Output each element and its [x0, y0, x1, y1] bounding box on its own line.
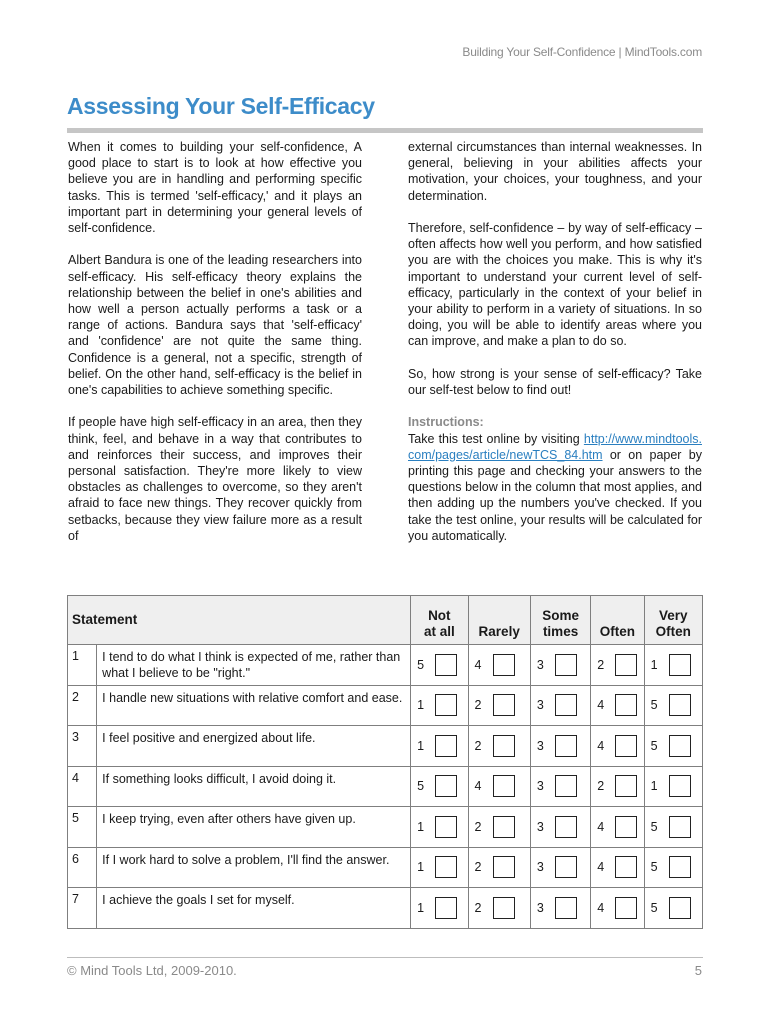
- score-value: 1: [650, 779, 658, 794]
- statement-number: 7: [68, 888, 97, 929]
- table-row: [68, 847, 703, 888]
- table-row: [68, 726, 703, 767]
- answer-cell: [468, 847, 530, 888]
- score-value: 2: [474, 698, 482, 713]
- answer-checkbox[interactable]: [493, 897, 515, 919]
- score-value: 1: [417, 819, 425, 834]
- answer-checkbox[interactable]: [669, 735, 691, 757]
- footer-divider: [67, 957, 703, 958]
- answer-cell: [591, 888, 644, 929]
- table-row: [68, 807, 703, 848]
- score-value: 3: [536, 657, 544, 672]
- score-value: 2: [474, 819, 482, 834]
- answer-checkbox[interactable]: [555, 654, 577, 676]
- answer-checkbox[interactable]: [669, 654, 691, 676]
- answer-checkbox[interactable]: [669, 775, 691, 797]
- answer-checkbox[interactable]: [615, 735, 637, 757]
- answer-checkbox[interactable]: [555, 694, 577, 716]
- table-row: [68, 888, 703, 929]
- left-column: [68, 139, 362, 560]
- score-value: 5: [417, 657, 425, 672]
- statement-number: 6: [68, 847, 97, 888]
- answer-checkbox[interactable]: [493, 816, 515, 838]
- statement-number: 5: [68, 807, 97, 848]
- answer-cell: [591, 847, 644, 888]
- paragraph: So, how strong is your sense of self-efficacy? Take our self-test below to find out!: [408, 366, 702, 398]
- answer-cell: [644, 807, 702, 848]
- score-value: 3: [536, 900, 544, 915]
- score-value: 4: [597, 819, 605, 834]
- answer-cell: [468, 766, 530, 807]
- score-value: 4: [597, 900, 605, 915]
- header-very-often: Very Often: [644, 596, 702, 645]
- answer-checkbox[interactable]: [435, 735, 457, 757]
- score-value: 5: [417, 779, 425, 794]
- page-header: Building Your Self-Confidence | MindTools.com: [462, 45, 702, 59]
- answer-cell: [468, 685, 530, 726]
- answer-checkbox[interactable]: [493, 856, 515, 878]
- answer-cell: [591, 685, 644, 726]
- answer-cell: [411, 726, 468, 767]
- score-value: 2: [474, 738, 482, 753]
- answer-checkbox[interactable]: [493, 694, 515, 716]
- answer-cell: [468, 807, 530, 848]
- answer-checkbox[interactable]: [555, 816, 577, 838]
- statement-text: I achieve the goals I set for myself.: [97, 888, 411, 929]
- paragraph: external circumstances than internal weaknesses. In general, believing in your abilities affects your motivation, your choices, your toughness, and your determination.: [408, 140, 702, 203]
- answer-checkbox[interactable]: [435, 816, 457, 838]
- answer-checkbox[interactable]: [669, 856, 691, 878]
- score-value: 4: [597, 860, 605, 875]
- statement-text: I handle new situations with relative comfort and ease.: [97, 685, 411, 726]
- answer-cell: [644, 685, 702, 726]
- answer-cell: [530, 847, 590, 888]
- table-row: [68, 645, 703, 686]
- answer-checkbox[interactable]: [669, 897, 691, 919]
- answer-cell: [591, 645, 644, 686]
- score-value: 1: [417, 900, 425, 915]
- score-value: 1: [417, 860, 425, 875]
- header-sometimes: Some times: [530, 596, 590, 645]
- score-value: 2: [597, 779, 605, 794]
- answer-cell: [411, 807, 468, 848]
- answer-cell: [468, 888, 530, 929]
- score-value: 5: [650, 819, 658, 834]
- answer-cell: [530, 766, 590, 807]
- statement-number: 2: [68, 685, 97, 726]
- answer-checkbox[interactable]: [493, 735, 515, 757]
- instructions-text: Take this test online by visiting: [408, 431, 584, 446]
- answer-cell: [644, 726, 702, 767]
- statement-number: 1: [68, 645, 97, 686]
- answer-checkbox[interactable]: [615, 816, 637, 838]
- answer-cell: [591, 766, 644, 807]
- score-value: 1: [417, 738, 425, 753]
- answer-cell: [530, 685, 590, 726]
- answer-cell: [411, 847, 468, 888]
- answer-cell: [411, 888, 468, 929]
- answer-cell: [468, 726, 530, 767]
- table-row: [68, 685, 703, 726]
- score-value: 4: [597, 738, 605, 753]
- answer-checkbox[interactable]: [435, 694, 457, 716]
- score-value: 5: [650, 698, 658, 713]
- right-column: [408, 139, 702, 560]
- header-rarely: Rarely: [468, 596, 530, 645]
- answer-checkbox[interactable]: [615, 775, 637, 797]
- answer-cell: [411, 685, 468, 726]
- score-value: 4: [474, 657, 482, 672]
- self-efficacy-table: [67, 595, 703, 929]
- answer-cell: [591, 726, 644, 767]
- copyright: © Mind Tools Ltd, 2009-2010.: [67, 963, 237, 978]
- answer-cell: [530, 645, 590, 686]
- answer-checkbox[interactable]: [435, 775, 457, 797]
- answer-cell: [644, 645, 702, 686]
- answer-checkbox[interactable]: [435, 856, 457, 878]
- statement-header: Statement: [68, 596, 411, 645]
- answer-cell: [530, 888, 590, 929]
- answer-cell: [530, 726, 590, 767]
- score-value: 3: [536, 738, 544, 753]
- score-value: 3: [536, 860, 544, 875]
- score-value: 5: [650, 860, 658, 875]
- header-often: Often: [591, 596, 644, 645]
- answer-checkbox[interactable]: [555, 775, 577, 797]
- statement-number: 4: [68, 766, 97, 807]
- answer-checkbox[interactable]: [555, 856, 577, 878]
- statement-text: I feel positive and energized about life.: [97, 726, 411, 767]
- answer-checkbox[interactable]: [435, 654, 457, 676]
- statement-text: If I work hard to solve a problem, I'll find the answer.: [97, 847, 411, 888]
- answer-checkbox[interactable]: [555, 897, 577, 919]
- score-value: 2: [474, 900, 482, 915]
- paragraph: Therefore, self-confidence – by way of self-efficacy – often affects how well you perform, and how satisfied you are with the choices you make. This is why it's important to understand your current level of self-efficacy, particularly in the context of your belief in your ability to perform in a variety of situations. In so doing, you will be able to identify areas where you can improve, and make a plan to do so.: [408, 221, 702, 349]
- answer-cell: [644, 888, 702, 929]
- answer-checkbox[interactable]: [435, 897, 457, 919]
- answer-cell: [468, 645, 530, 686]
- answer-cell: [644, 847, 702, 888]
- answer-checkbox[interactable]: [615, 897, 637, 919]
- table-header-row: [68, 596, 703, 645]
- table-row: [68, 766, 703, 807]
- score-value: 5: [650, 738, 658, 753]
- score-value: 2: [474, 860, 482, 875]
- answer-checkbox[interactable]: [493, 654, 515, 676]
- score-value: 3: [536, 819, 544, 834]
- answer-cell: [644, 766, 702, 807]
- page-title: Assessing Your Self-Efficacy: [67, 93, 375, 119]
- instructions-text-rest: or on paper by printing this page and checking your answers to the questions below in the column that most applies, and then adding up the numbers you've checked. If you take the test online, your results will be calculated for you automatically.: [408, 447, 702, 543]
- score-value: 5: [650, 900, 658, 915]
- statement-text: I keep trying, even after others have given up.: [97, 807, 411, 848]
- answer-cell: [411, 766, 468, 807]
- instructions: [408, 414, 702, 544]
- header-not-at-all: Not at all: [411, 596, 468, 645]
- statement-number: 3: [68, 726, 97, 767]
- answer-checkbox[interactable]: [669, 816, 691, 838]
- score-value: 4: [474, 779, 482, 794]
- page-number: 5: [694, 963, 702, 978]
- answer-cell: [530, 807, 590, 848]
- score-value: 3: [536, 698, 544, 713]
- score-value: 2: [597, 657, 605, 672]
- score-value: 4: [597, 698, 605, 713]
- statement-text: I tend to do what I think is expected of me, rather than what I believe to be "right.": [97, 645, 411, 686]
- instructions-label: Instructions:: [408, 415, 484, 430]
- score-value: 1: [650, 657, 658, 672]
- answer-cell: [411, 645, 468, 686]
- score-value: 1: [417, 698, 425, 713]
- answer-checkbox[interactable]: [615, 856, 637, 878]
- answer-checkbox[interactable]: [615, 654, 637, 676]
- title-divider: [67, 128, 703, 133]
- score-value: 3: [536, 779, 544, 794]
- statement-text: If something looks difficult, I avoid doing it.: [97, 766, 411, 807]
- answer-checkbox[interactable]: [669, 694, 691, 716]
- answer-checkbox[interactable]: [555, 735, 577, 757]
- paragraph: Albert Bandura is one of the leading researchers into self-efficacy. His self-efficacy theory explains the relationship between the belief in one's abilities and how well a person actually performs a task or a range of actions. Bandura says that 'self-efficacy' and 'confidence' are not quite the same thing. Confidence is a general, not a specific, strength of belief. On the other hand, self-efficacy is the belief in one's capabilities to achieve something specific.: [68, 253, 362, 398]
- answer-cell: [591, 807, 644, 848]
- answer-checkbox[interactable]: [493, 775, 515, 797]
- paragraph: When it comes to building your self-confidence, A good place to start is to look at how effective you believe you are in handling and performing specific tasks. This is termed 'self-efficacy,' and it plays an important part in determining your general levels of self-confidence.: [68, 140, 362, 236]
- answer-checkbox[interactable]: [615, 694, 637, 716]
- paragraph: If people have high self-efficacy in an area, then they think, feel, and behave in a way that contributes to and reinforces their success, and improves their personal satisfaction. They're more likely to view obstacles as challenges to overcome, so they aren't afraid to face new things. They recover quickly from setbacks, because they view failure more as a result of: [68, 415, 362, 543]
- test-link[interactable]: http://www.mindtools.com/pages/article/newTCS_84.htm: [408, 431, 702, 462]
